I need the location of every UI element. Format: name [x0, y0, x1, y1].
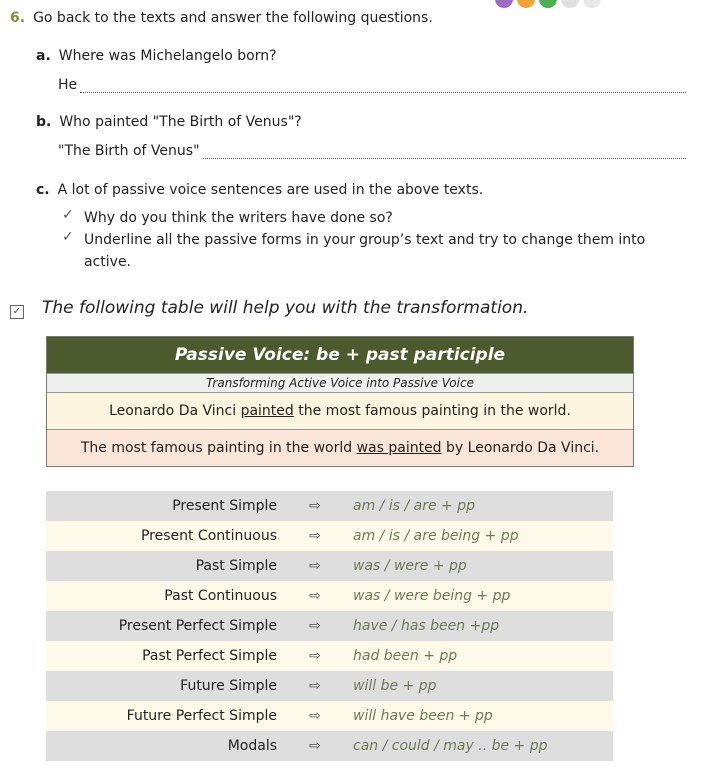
check-text: Underline all the passive forms in your group’s text and try to change them into active. — [84, 232, 646, 270]
table-row — [46, 671, 613, 701]
tense-form: was / were + pp — [343, 551, 613, 581]
item-letter: b. — [36, 114, 52, 130]
tense-form: am / is / are + pp — [343, 491, 613, 521]
example-text: Leonardo Da Vinci — [109, 403, 237, 419]
tense-form: can / could / may .. be + pp — [343, 731, 613, 761]
table-row — [46, 731, 613, 761]
tense-name: Past Perfect Simple — [46, 641, 287, 671]
checkmark-icon: ✓ — [62, 229, 74, 245]
tense-name: Present Continuous — [46, 521, 287, 551]
arrow-icon: ⇨ — [287, 491, 343, 521]
arrow-icon: ⇨ — [287, 731, 343, 761]
tense-name: Future Simple — [46, 671, 287, 701]
example-verb: painted — [240, 403, 294, 419]
arrow-icon: ⇨ — [287, 611, 343, 641]
arrow-icon: ⇨ — [287, 581, 343, 611]
tense-name: Present Perfect Simple — [46, 611, 287, 641]
tense-form: have / has been +pp — [343, 611, 613, 641]
table-row — [46, 641, 613, 671]
tense-form: will have been + pp — [343, 701, 613, 731]
example-text: by Leonardo Da Vinci. — [446, 440, 600, 456]
table-row — [46, 701, 613, 731]
tense-name: Future Perfect Simple — [46, 701, 287, 731]
book-logo-fragment — [495, 0, 708, 10]
checkbox-icon: ✓ — [10, 305, 24, 319]
passive-example — [47, 430, 633, 466]
dotted-line — [203, 146, 686, 159]
answer-prefix: "The Birth of Venus" — [58, 143, 200, 159]
item-letter: c. — [36, 182, 50, 198]
active-example — [47, 393, 633, 430]
note-text: The following table will help you with the transformation. — [42, 298, 529, 318]
item-text: A lot of passive voice sentences are used in the above texts. — [57, 182, 484, 198]
tense-table — [46, 491, 613, 761]
item-a — [36, 48, 277, 64]
example-text: The most famous painting in the world — [80, 440, 353, 456]
table-row — [46, 551, 613, 581]
question-heading — [10, 10, 433, 26]
tense-form: will be + pp — [343, 671, 613, 701]
passive-voice-box — [46, 336, 634, 467]
checkmark-icon: ✓ — [62, 207, 74, 223]
tense-form: had been + pp — [343, 641, 613, 671]
item-text: Where was Michelangelo born? — [58, 48, 277, 64]
table-row — [46, 611, 613, 641]
answer-prefix: He — [58, 77, 78, 93]
answer-line-b[interactable] — [58, 143, 686, 159]
arrow-icon: ⇨ — [287, 701, 343, 731]
table-row — [46, 581, 613, 611]
question-number: 6. — [10, 10, 26, 26]
tense-name: Modals — [46, 731, 287, 761]
question-text: Go back to the texts and answer the following questions. — [33, 10, 433, 26]
box-subtitle: Transforming Active Voice into Passive Voice — [47, 373, 633, 393]
arrow-icon: ⇨ — [287, 671, 343, 701]
tense-name: Past Simple — [46, 551, 287, 581]
item-b — [36, 114, 302, 130]
check-item-2 — [62, 229, 684, 273]
example-verb: was painted — [356, 440, 442, 456]
tense-form: was / were being + pp — [343, 581, 613, 611]
check-item-1 — [62, 207, 684, 229]
dotted-line — [80, 80, 686, 93]
tense-form: am / is / are being + pp — [343, 521, 613, 551]
check-text: Why do you think the writers have done so? — [84, 210, 393, 226]
arrow-icon: ⇨ — [287, 521, 343, 551]
note-line — [10, 298, 528, 318]
item-letter: a. — [36, 48, 51, 64]
arrow-icon: ⇨ — [287, 551, 343, 581]
table-row — [46, 521, 613, 551]
arrow-icon: ⇨ — [287, 641, 343, 671]
answer-line-a[interactable] — [58, 77, 686, 93]
tense-name: Past Continuous — [46, 581, 287, 611]
tense-name: Present Simple — [46, 491, 287, 521]
box-title: Passive Voice: be + past participle — [47, 337, 633, 373]
example-text: the most famous painting in the world. — [298, 403, 571, 419]
item-text: Who painted "The Birth of Venus"? — [59, 114, 302, 130]
table-row — [46, 491, 613, 521]
item-c — [36, 182, 483, 198]
